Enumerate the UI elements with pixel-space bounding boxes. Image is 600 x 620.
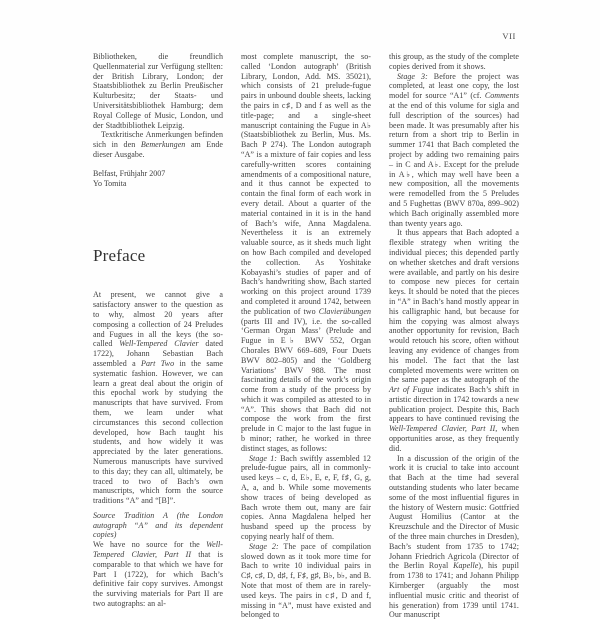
italic-text-run: Well-Tempered Clavier (119, 339, 199, 349)
text-run: Belfast, Frühjahr 2007 (93, 168, 166, 178)
italic-text-run: Comments (484, 91, 519, 101)
spacer (93, 160, 223, 169)
page-number: VII (502, 31, 516, 41)
text-run: Bibliotheken, die freundlich Quellenmaterial zur Verfügung stellten: der British Library, London; der Staatsbibliothek zu Berlin Preußischer Kulturbesitz; der Staats- und Universitätsbibliothek Hamburg; dem Royal College of Music, London, und der Stadtbibliothek Leipzig. (93, 52, 223, 130)
flexible-strategy-paragraph (389, 228, 519, 453)
text-run: indicates Bach’s shift in artistic direction in 1742 towards a new publication project. Despite this, Bach appears to have continued revising the (389, 385, 519, 424)
italic-text-run: Art of Fugue (389, 385, 434, 395)
text-column-2 (241, 52, 371, 620)
acknowledgements-paragraph (93, 52, 223, 130)
intro-paragraph (93, 290, 223, 506)
italic-text-run: Part Two (141, 358, 175, 368)
text-run: at the end of this volume for sigla and full description of the sources) had been made. It was presumably after his return from a short trip to Berlin in summer 1741 that Bach completed the project by adding two remaining pairs – in C and A♭. Except for the prelude in A♭, which may well have been a new composition, all the movements were remodelled from the 5 Preludes and 5 Fughettas (BWV 870a, 899–902) which Bach originally assembled more than twenty years ago. (389, 100, 519, 228)
source-tradition-a-paragraph (93, 540, 223, 609)
italic-text-run: Stage 2: (249, 541, 279, 551)
italic-text-run: Well-Tempered Clavier, Part II (389, 424, 496, 434)
stage-3-paragraph (389, 72, 519, 229)
text-run: In a discussion of the origin of the work it is crucial to take into account that Bach at the time had several outstanding students who later became some of the most influential figures in the history of Western music: Gottfried August Homilius (Cantor at the Kreuzschule and the Director of Music of the three main churches in Dresden), Bach’s student from 1735 to 1742; Johann Friedrich Agricola (Director of the Berlin Royal (389, 453, 519, 571)
text-run: am Ende dieser Ausgabe. (93, 140, 223, 159)
signature-author (93, 179, 223, 189)
italic-text-run: Clavierübungen (318, 306, 371, 316)
italic-text-run: Source Tradition A (the London autograph “A” and its dependent copies) (93, 510, 223, 540)
text-run: (parts III and IV), i.e. the so-called ‘German Organ Mass’ (Prelude and Fugue in E♭ BWV 552, Organ Chorales BWV 669–689, Four Duets BWV 802–805) and the ‘Goldberg Variations’ BWV 988. The most fascinating details of the work’s origin come from a study of the process by which it was compiled as attested to in “A”. This shows that Bach did not compose the work from the first prelude in C major to the last fugue in b minor; rather, he worked in three distinct stages, as follows: (241, 316, 371, 453)
text-run: Yo Tomita (93, 178, 127, 188)
text-run: The pace of compilation slowed down as it took more time for Bach to write 10 individual pairs in C♯, c♯, D, d♯, f, F♯, g♯, B♭, b♭, and B. Note that most of them are in rarely-used keys. The pairs in c♯, D and f, missing in “A”, must have existed and belonged to (241, 541, 371, 620)
signature-place-date (93, 169, 223, 179)
italic-text-run: Kapelle (453, 561, 479, 571)
group-continuation-paragraph (389, 52, 519, 72)
text-run: At present, we cannot give a satisfactory answer to the question as to why, almost 20 years after composing a collection of 24 Preludes and Fugues in all the keys (the so-called (93, 290, 223, 349)
text-run: Textkritische Anmerkungen befinden sich in den (93, 130, 223, 150)
critical-notes-paragraph (93, 130, 223, 159)
preface-heading (93, 246, 223, 266)
text-columns (93, 52, 519, 620)
stage-2-paragraph (241, 542, 371, 620)
text-column-3 (389, 52, 519, 620)
italic-text-run: Bemerkungen (140, 140, 186, 150)
text-run: this group, as the study of the complete copies derived from it shows. (389, 52, 519, 71)
spacer (93, 188, 223, 246)
text-run: , when opportunities arose, as they frequently did. (389, 424, 520, 453)
italic-text-run: Well-Tempered Clavier, Part II (93, 540, 223, 560)
text-run: that is comparable to that which we have for Part I (1722), for which Bach’s definitive fair copy survives. Amongst the surviving materials for Part II are two autographs: an al- (93, 550, 223, 609)
text-run: most complete manuscript, the so-called ‘London autograph’ (British Library, London, Add. MS. 35021), which consists of 21 prelude-fugue pairs in unbound double sheets, lacking the pairs in c♯, D and f as well as the title-page; and a single-sheet manuscript containing the Fugue in A♭ (Staatsbibliothek zu Berlin, Mus. Ms. Bach P 274). The London autograph “A” is a mixture of fair copies and less carefully-written scores containing amendments of a compositional nature, and it thus cannot be expected to contain the final form of each work in every detail. About a quarter of the material contained in it is in the hand of Bach’s wife, Anna Magdalena. Nevertheless it is an extremely valuable source, as it sheds much light on how Bach compiled and developed the collection. As Yoshitake Kobayashi’s studies of paper and of Bach’s handwriting show, Bach started working on this project around 1739 and completed it around 1742, between the publication of two (241, 52, 371, 316)
text-run: in the same systematic fashion. However, we can learn a great deal about the origin of this epochal work by studying the manuscripts that have survived. From them, we learn under what circumstances this second collection developed, how Bach taught his students, and how widely it was appreciated by the later generations. Numerous manuscripts have survived to this day; they can all, ultimately, be traced to two of Bach’s own manuscripts, which form the source traditions “A” and “[B]”. (93, 358, 223, 506)
students-paragraph (389, 454, 519, 620)
text-run: Preface (93, 246, 146, 266)
text-run: It thus appears that Bach adopted a flexible strategy when writing the individual pieces; this depended partly on whether sketches and draft versions were available, and partly on his desire to compose new pieces for certain keys. It should be noted that the pieces in “A” in Bach’s hand mostly appear in his calligraphic hand, but because for him the copying was almost always another opportunity for revision, Bach would retouch his score, often without leaving any evidence of changes from his model. The fact that the last completed movements were written on the same paper as the autograph of the (389, 228, 519, 385)
stage-1-paragraph (241, 454, 371, 542)
source-tradition-a-heading (93, 511, 223, 540)
italic-text-run: Stage 1: (249, 453, 278, 463)
text-run: We have no source for the (93, 540, 207, 550)
text-run: ), his pupil from 1738 to 1741; and Johann Philipp Kirnberger (arguably the most influential music critic and theorist of his generation) from 1739 until 1741. Our manuscript (389, 561, 519, 620)
spacer (93, 266, 223, 290)
london-autograph-paragraph (241, 52, 371, 454)
italic-text-run: Stage 3: (397, 71, 428, 81)
text-run: Bach swiftly assembled 12 prelude-fugue pairs, all in commonly-used keys – c, d, E♭, E, e, F, f♯, G, g, A, a, and b. While some movements show traces of being developed as Bach wrote them out, many are fair copies. Anna Magdalena helped her husband speed up the process by copying nearly half of them. (241, 453, 371, 542)
text-run: dated 1722), Johann Sebastian Bach assembled a (93, 339, 224, 368)
text-column-1 (93, 52, 223, 620)
text-run: Before the project was completed, at least one copy, the lost model for source “A1” (cf. (389, 71, 519, 101)
